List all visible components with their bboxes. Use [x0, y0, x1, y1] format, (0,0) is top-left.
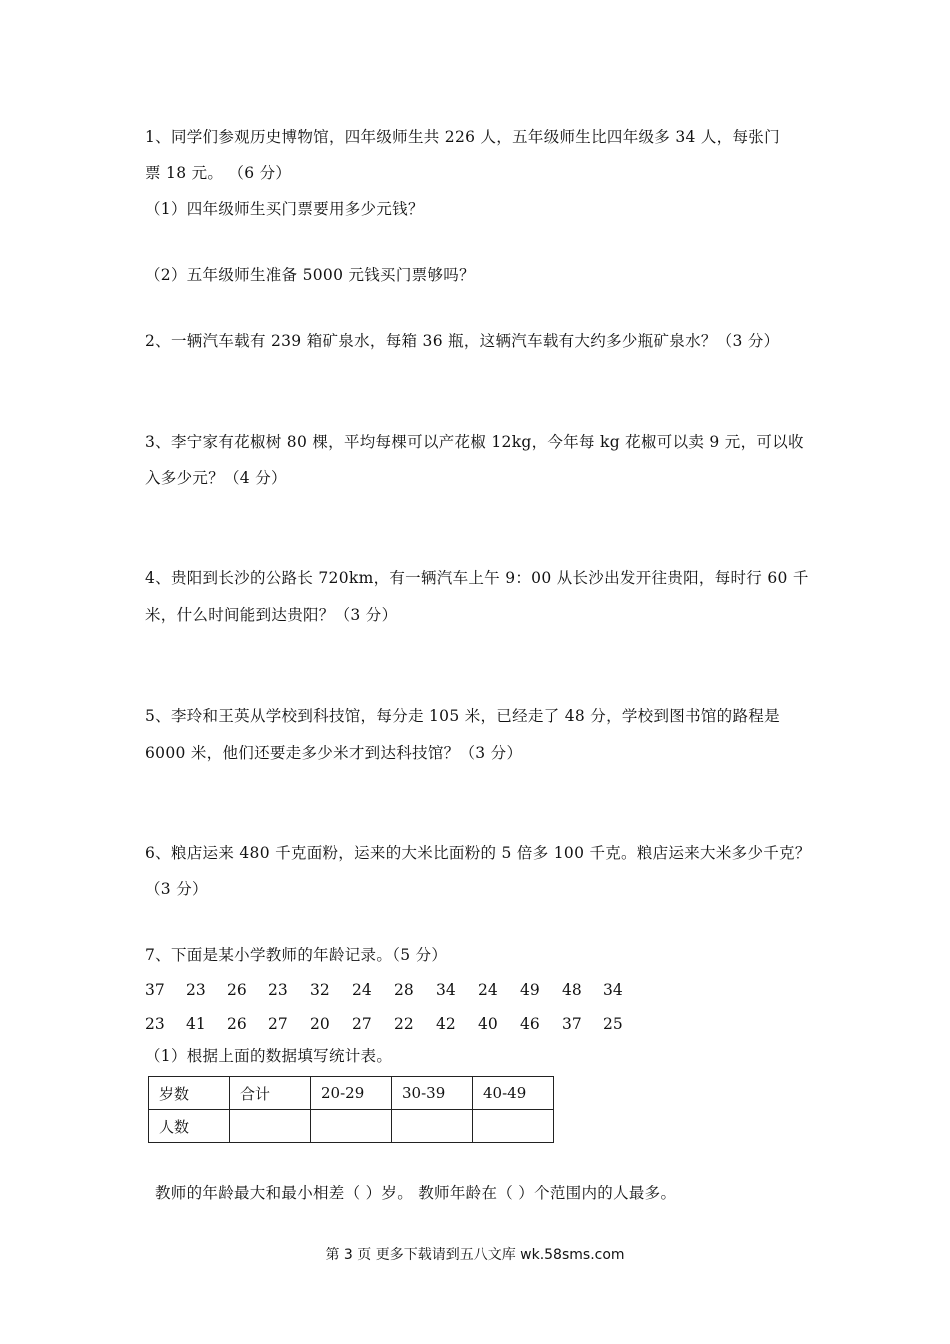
- age-value: 22: [394, 1015, 414, 1033]
- age-value: 46: [520, 1015, 540, 1033]
- question-1-sub-2: （2）五年级师生准备 5000 元钱买门票够吗？: [145, 266, 475, 284]
- table-blank-cell: [473, 1110, 554, 1143]
- question-4-line-2: 米，什么时间能到达贵阳？（3 分）: [145, 606, 398, 624]
- question-2: 2、一辆汽车载有 239 箱矿泉水，每箱 36 瓶，这辆汽车载有大约多少瓶矿泉水？（3 分）: [145, 332, 780, 350]
- age-value: 26: [227, 981, 247, 999]
- age-value: 34: [603, 981, 623, 999]
- age-value: 24: [478, 981, 498, 999]
- age-value: 48: [562, 981, 582, 999]
- page-footer: 第 3 页 更多下载请到五八文库 wk.58sms.com: [325, 1247, 625, 1263]
- question-3-line-1: 3、李宁家有花椒树 80 棵，平均每棵可以产花椒 12kg，今年每 kg 花椒可以卖 9 元，可以收: [145, 433, 804, 451]
- question-5-line-1: 5、李玲和王英从学校到科技馆，每分走 105 米，已经走了 48 分，学校到图书馆的路程是: [145, 707, 780, 725]
- question-6-line-1: 6、粮店运来 480 千克面粉，运来的大米比面粉的 5 倍多 100 千克。粮店运来大米多少千克？: [145, 844, 811, 862]
- age-value: 24: [352, 981, 372, 999]
- age-value: 37: [562, 1015, 582, 1033]
- table-blank-cell: [392, 1110, 473, 1143]
- age-value: 25: [603, 1015, 623, 1033]
- statistics-table: [148, 1076, 554, 1143]
- question-5-line-2: 6000 米，他们还要走多少米才到达科技馆？（3 分）: [145, 744, 523, 762]
- age-value: 42: [436, 1015, 456, 1033]
- table-header-cell: 40-49: [473, 1077, 554, 1110]
- age-value: 34: [436, 981, 456, 999]
- age-value: 40: [478, 1015, 498, 1033]
- table-row: [149, 1077, 554, 1110]
- age-value: 20: [310, 1015, 330, 1033]
- question-7-sub-1: （1）根据上面的数据填写统计表。: [145, 1047, 393, 1065]
- table-header-cell: 20-29: [311, 1077, 392, 1110]
- age-value: 41: [186, 1015, 206, 1033]
- age-value: 28: [394, 981, 414, 999]
- table-blank-cell: [311, 1110, 392, 1143]
- table-blank-cell: [230, 1110, 311, 1143]
- table-header-cell: 30-39: [392, 1077, 473, 1110]
- question-1-line-1: 1、同学们参观历史博物馆，四年级师生共 226 人，五年级师生比四年级多 34 人，每张门: [145, 128, 780, 146]
- age-value: 37: [145, 981, 165, 999]
- age-value: 26: [227, 1015, 247, 1033]
- table-row-label: 人数: [149, 1110, 230, 1143]
- table-header-cell: 岁数: [149, 1077, 230, 1110]
- table-row: [149, 1110, 554, 1143]
- age-value: 23: [268, 981, 288, 999]
- age-value: 27: [268, 1015, 288, 1033]
- question-3-line-2: 入多少元？（4 分）: [145, 469, 287, 487]
- question-4-line-1: 4、贵阳到长沙的公路长 720km，有一辆汽车上午 9：00 从长沙出发开往贵阳，每时行 60 千: [145, 569, 809, 587]
- age-value: 23: [145, 1015, 165, 1033]
- question-1-sub-1: （1）四年级师生买门票要用多少元钱？: [145, 200, 424, 218]
- table-header-cell: 合计: [230, 1077, 311, 1110]
- question-6-line-2: （3 分）: [145, 880, 208, 898]
- question-1-line-2: 票 18 元。 （6 分）: [145, 164, 292, 182]
- question-7: 7、下面是某小学教师的年龄记录。（5 分）: [145, 946, 448, 964]
- age-value: 49: [520, 981, 540, 999]
- age-value: 32: [310, 981, 330, 999]
- age-value: 23: [186, 981, 206, 999]
- question-7-fill-in: 教师的年龄最大和最小相差（ ）岁。 教师年龄在（ ）个范围内的人最多。: [155, 1184, 677, 1202]
- age-value: 27: [352, 1015, 372, 1033]
